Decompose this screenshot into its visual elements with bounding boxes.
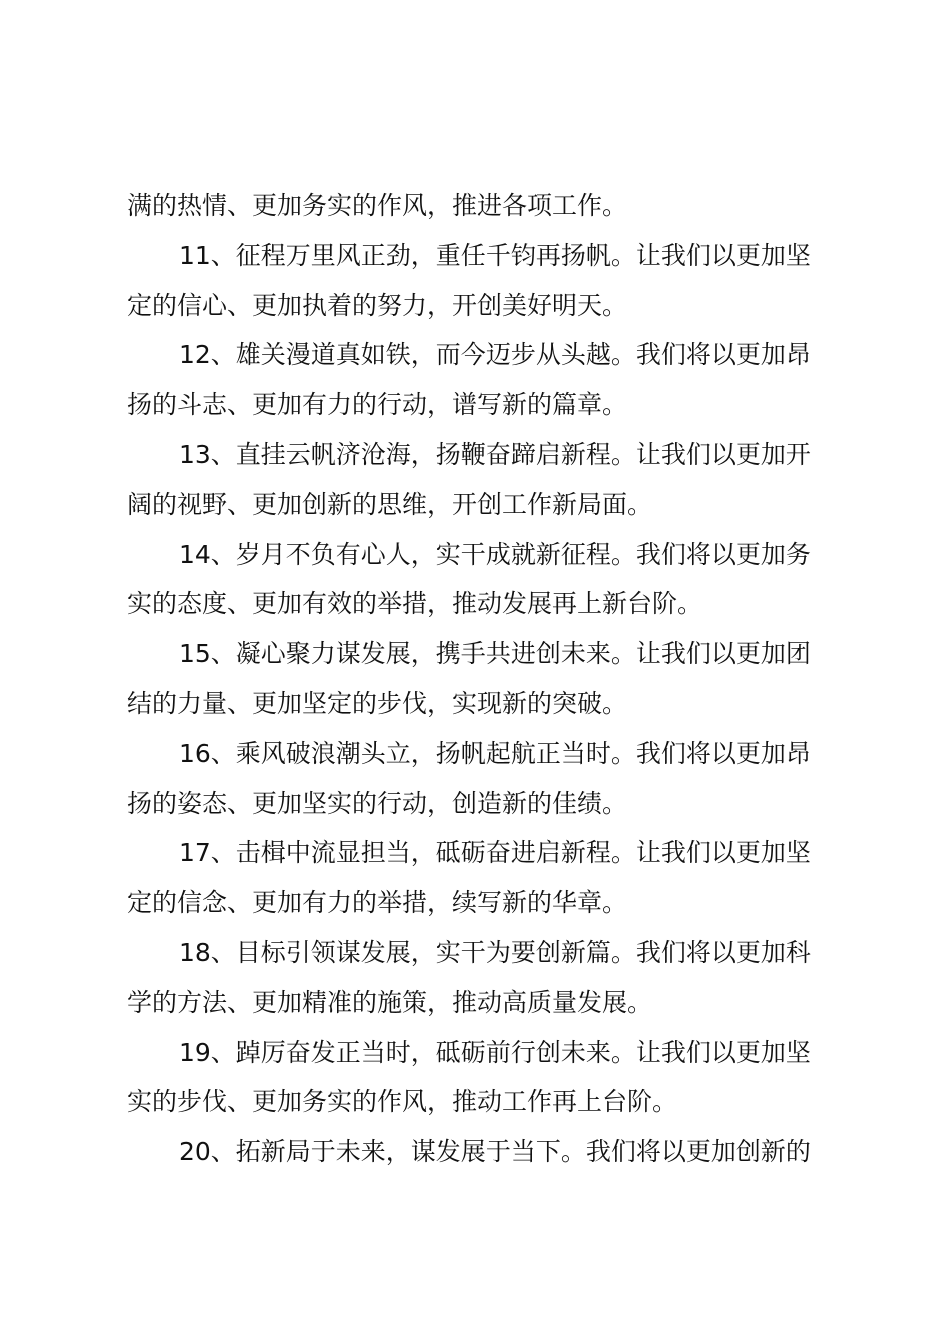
document-body xyxy=(127,181,835,1177)
paragraph-14-line-1: 14、岁月不负有心人，实干成就新征程。我们将以更加务 xyxy=(179,539,811,569)
paragraph-16-line-2: 扬的姿态、更加坚实的行动，创造新的佳绩。 xyxy=(127,788,628,818)
paragraph-13-line-2: 阔的视野、更加创新的思维，开创工作新局面。 xyxy=(127,489,653,519)
paragraph-18-line-2: 学的方法、更加精准的施策，推动高质量发展。 xyxy=(127,987,653,1017)
paragraph-18-line-1: 18、目标引领谋发展，实干为要创新篇。我们将以更加科 xyxy=(179,937,811,967)
paragraph-19-line-2: 实的步伐、更加务实的作风，推动工作再上台阶。 xyxy=(127,1087,678,1117)
paragraph-14-line-2: 实的态度、更加有效的举措，推动发展再上新台阶。 xyxy=(127,589,703,619)
paragraph-12-line-1: 12、雄关漫道真如铁，而今迈步从头越。我们将以更加昂 xyxy=(179,340,811,370)
paragraph-11-line-2: 定的信心、更加执着的努力，开创美好明天。 xyxy=(127,290,628,320)
paragraph-20-line-1: 20、拓新局于未来，谋发展于当下。我们将以更加创新的 xyxy=(179,1137,811,1167)
paragraph-17-line-1: 17、击楫中流显担当，砥砺奋进启新程。让我们以更加坚 xyxy=(179,838,811,868)
paragraph-19-line-1: 19、踔厉奋发正当时，砥砺前行创未来。让我们以更加坚 xyxy=(179,1037,811,1067)
paragraph-11-line-1: 11、征程万里风正劲，重任千钧再扬帆。让我们以更加坚 xyxy=(179,240,811,270)
text-line: 满的热情、更加务实的作风，推进各项工作。 xyxy=(127,191,628,220)
paragraph-15-line-2: 结的力量、更加坚定的步伐，实现新的突破。 xyxy=(127,688,628,718)
paragraph-12-line-2: 扬的斗志、更加有力的行动，谱写新的篇章。 xyxy=(127,390,628,420)
paragraph-13-line-1: 13、直挂云帆济沧海，扬鞭奋蹄启新程。让我们以更加开 xyxy=(179,439,811,469)
paragraph-15-line-1: 15、凝心聚力谋发展，携手共进创未来。让我们以更加团 xyxy=(179,639,811,669)
paragraph-17-line-2: 定的信念、更加有力的举措，续写新的华章。 xyxy=(127,888,628,918)
paragraph-16-line-1: 16、乘风破浪潮头立，扬帆起航正当时。我们将以更加昂 xyxy=(179,738,811,768)
